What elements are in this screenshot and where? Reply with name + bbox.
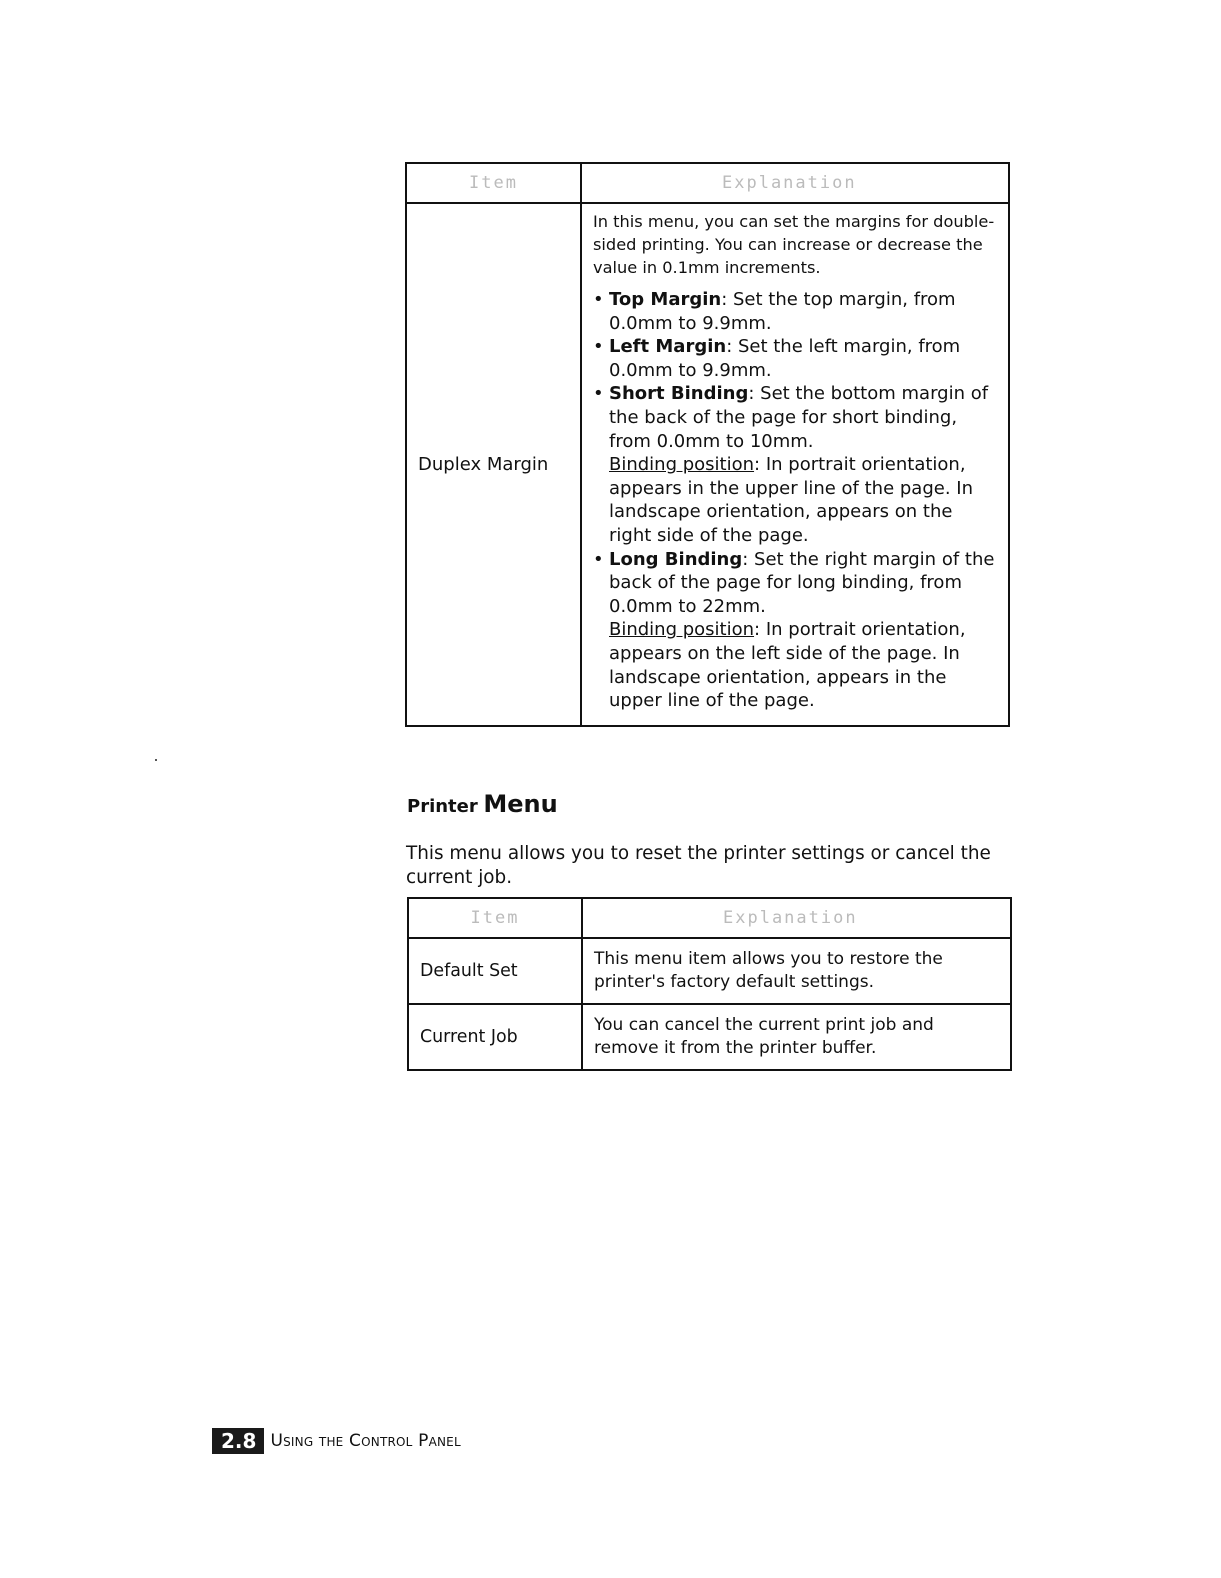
printer-menu-table [407,897,1012,1071]
section-title [407,790,558,818]
column-header-item: Item [408,898,582,938]
page-footer [212,1428,461,1454]
margin-options-list [593,288,998,713]
binding-position-text: : In portrait orientation, appears on the left side of the page. In landscape orientation, appears in the upper line of the page. [609,619,966,712]
table-cell-explanation [581,203,1009,726]
column-header-explanation: Explanation [582,898,1011,938]
table-cell-item: Default Set [408,938,582,1004]
page-number: 2.8 [212,1428,264,1454]
table-cell-item: Current Job [408,1004,582,1070]
list-item [593,548,998,713]
chapter-title: Using the Control Panel [270,1431,461,1451]
duplex-margin-table [405,162,1010,727]
bullet-term: Short Binding [609,383,749,405]
table-cell-item: Duplex Margin [406,203,581,726]
bullet-term: Top Margin [609,289,722,310]
table-cell-explanation: You can cancel the current print job and remove it from the printer buffer. [582,1004,1011,1070]
list-item [593,382,998,547]
table-row [408,938,1011,1004]
bullet-term: Long Binding [609,548,743,570]
binding-position-label: Binding position [609,454,755,476]
table-row [408,1004,1011,1070]
bullet-text: : Set the top margin, from 0.0mm to 9.9mm. [609,289,956,334]
scan-speck [155,759,157,761]
bullet-text: : Set the right margin of the back of the page for long binding, from 0.0mm to 22mm. [609,548,995,617]
binding-position-text: : In portrait orientation, appears in the upper line of the page. In landscape orientation, appears on the right side of the page. [609,454,973,546]
column-header-item: Item [406,163,581,203]
section-title-main: Menu [483,790,558,818]
list-item [593,288,998,335]
list-item [593,335,998,382]
section-intro: This menu allows you to reset the printer settings or cancel the current job. [406,843,991,888]
duplex-intro: In this menu, you can set the margins for double-sided printing. You can increase or decrease the value in 0.1mm increments. [593,212,995,277]
column-header-explanation: Explanation [581,163,1009,203]
bullet-text: : Set the left margin, from 0.0mm to 9.9mm. [609,336,961,381]
binding-position-label: Binding position [609,619,755,641]
bullet-text: : Set the bottom margin of the back of the page for short binding, from 0.0mm to 10mm. [609,383,989,452]
table-cell-explanation: This menu item allows you to restore the printer's factory default settings. [582,938,1011,1004]
section-title-prefix: Printer [407,796,478,817]
bullet-term: Left Margin [609,336,727,358]
